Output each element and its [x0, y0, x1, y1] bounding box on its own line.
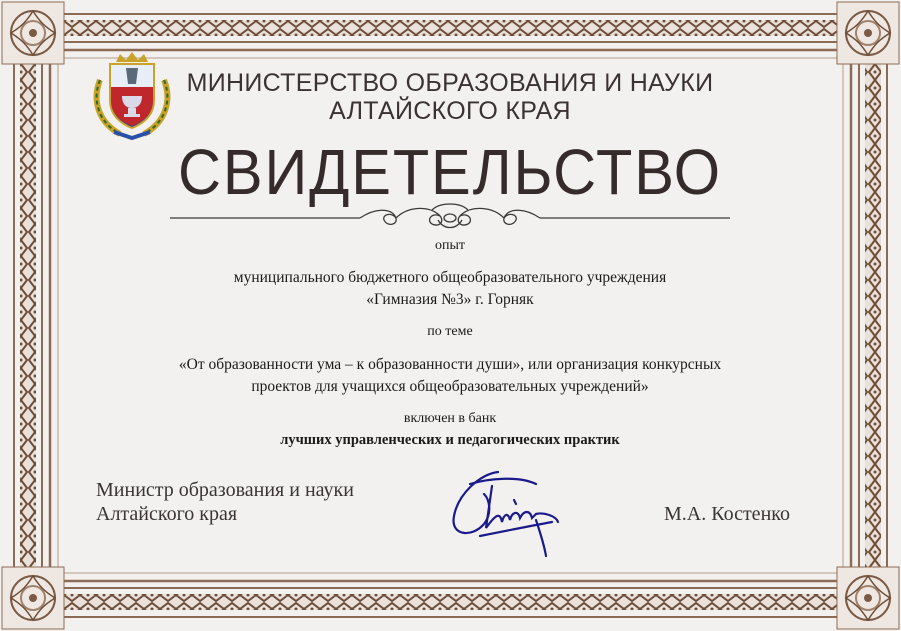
signer-position-line1: Министр образования и науки — [96, 479, 354, 501]
scroll-divider-ornament-icon — [170, 200, 730, 236]
certificate-title: СВИДЕТЕЛЬСТВО — [178, 136, 722, 208]
ministry-title-line2: АЛТАЙСКОГО КРАЯ — [329, 97, 571, 125]
topic-line1: «От образованности ума – к образованности души», или организация конкурсных — [178, 356, 722, 373]
floral-corner-ornament-icon — [835, 0, 901, 66]
signer-position-line2: Алтайского края — [96, 503, 238, 525]
altai-krai-coat-of-arms-icon — [86, 50, 178, 142]
floral-corner-ornament-icon — [0, 565, 66, 631]
label-included: включен в банк — [403, 411, 497, 426]
institution-line1: муниципального бюджетного общеобразовательного учреждения — [233, 269, 667, 286]
label-opyt: опыт — [434, 238, 466, 253]
institution-line2: «Гимназия №3» г. Горняк — [366, 291, 534, 308]
topic-line2: проектов для учащихся общеобразовательных учреждений» — [251, 378, 649, 395]
floral-corner-ornament-icon — [835, 565, 901, 631]
ministry-title-line1: МИНИСТЕРСТВО ОБРАЗОВАНИЯ И НАУКИ — [186, 69, 714, 97]
handwritten-signature — [440, 464, 590, 564]
floral-corner-ornament-icon — [0, 0, 66, 66]
label-po-teme: по теме — [427, 324, 473, 339]
bank-name: лучших управленческих и педагогических практик — [280, 432, 620, 448]
signer-name: М.А. Костенко — [664, 503, 790, 525]
